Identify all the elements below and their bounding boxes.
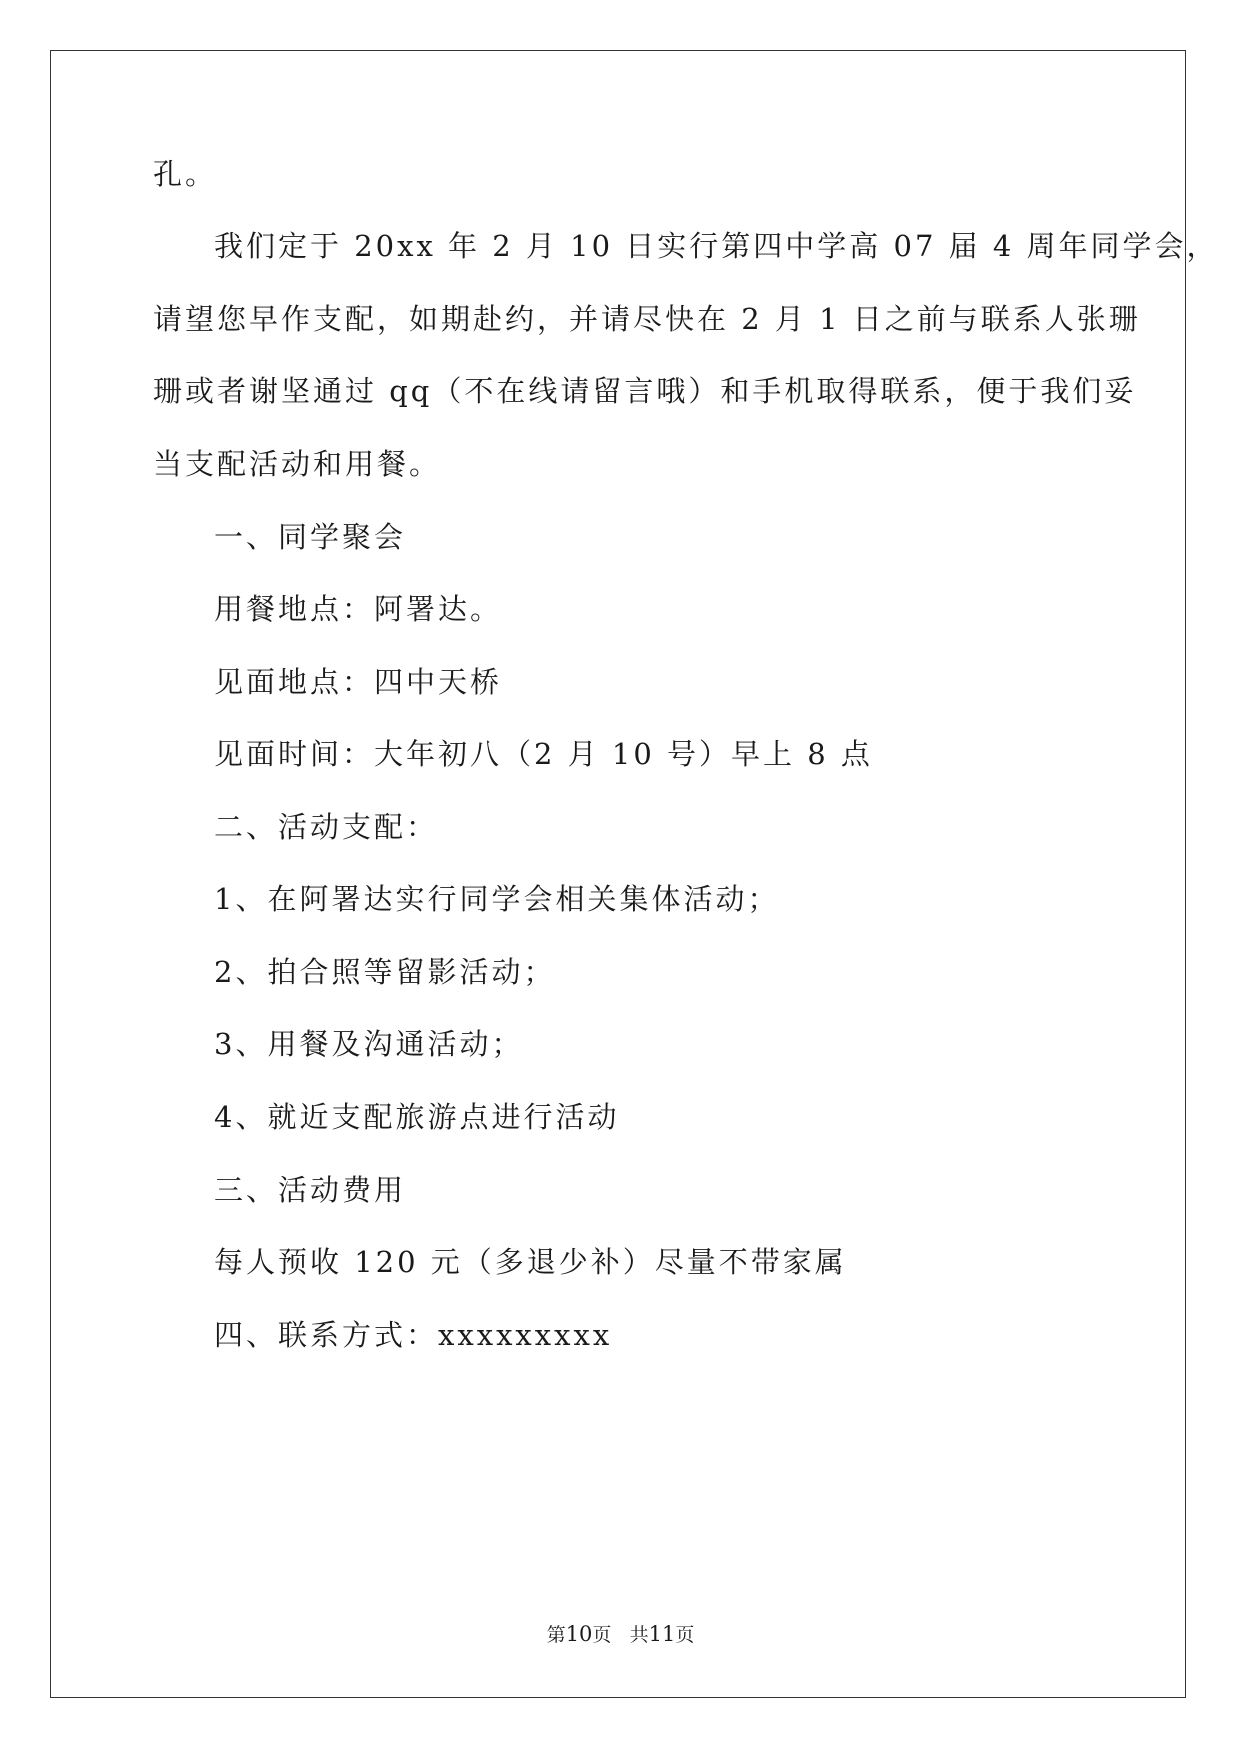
footer-page-unit: 页 <box>592 1624 612 1646</box>
text-line-2: 我们定于 20xx 年 2 月 10 日实行第四中学高 07 届 4 周年同学会， <box>214 229 1219 263</box>
text-line-meeting-place: 见面地点：四中天桥 <box>214 665 503 699</box>
footer-page-prefix: 第 <box>546 1624 566 1646</box>
text-line-4: 珊或者谢坚通过 qq（不在线请留言哦）和手机取得联系，便于我们妥 <box>153 374 1137 408</box>
page-border <box>50 50 1186 1698</box>
page-footer <box>0 1622 1241 1647</box>
footer-total-unit: 页 <box>675 1624 695 1646</box>
list-item-1: 1、在阿署达实行同学会相关集体活动； <box>214 882 780 916</box>
text-line-meeting-time: 见面时间：大年初八（2 月 10 号）早上 8 点 <box>214 737 873 771</box>
footer-total-prefix: 共 <box>629 1624 649 1646</box>
section-heading-4: 四、联系方式：xxxxxxxxx <box>214 1318 613 1352</box>
list-item-4: 4、就近支配旅游点进行活动 <box>214 1100 620 1134</box>
list-item-3: 3、用餐及沟通活动； <box>214 1027 524 1061</box>
text-line-3: 请望您早作支配，如期赴约，并请尽快在 2 月 1 日之前与联系人张珊 <box>153 302 1141 336</box>
text-line-5: 当支配活动和用餐。 <box>153 447 442 481</box>
section-heading-3: 三、活动费用 <box>214 1173 407 1207</box>
section-heading-2: 二、活动支配： <box>214 810 439 844</box>
footer-total-number: 11 <box>648 1622 676 1646</box>
text-line-1: 孔。 <box>153 157 218 191</box>
text-line-dining-place: 用餐地点：阿署达。 <box>214 592 503 626</box>
footer-page-number: 10 <box>565 1622 593 1646</box>
list-item-2: 2、拍合照等留影活动； <box>214 955 556 989</box>
section-heading-1: 一、同学聚会 <box>214 520 407 554</box>
text-line-fee: 每人预收 120 元（多退少补）尽量不带家属 <box>214 1245 847 1279</box>
